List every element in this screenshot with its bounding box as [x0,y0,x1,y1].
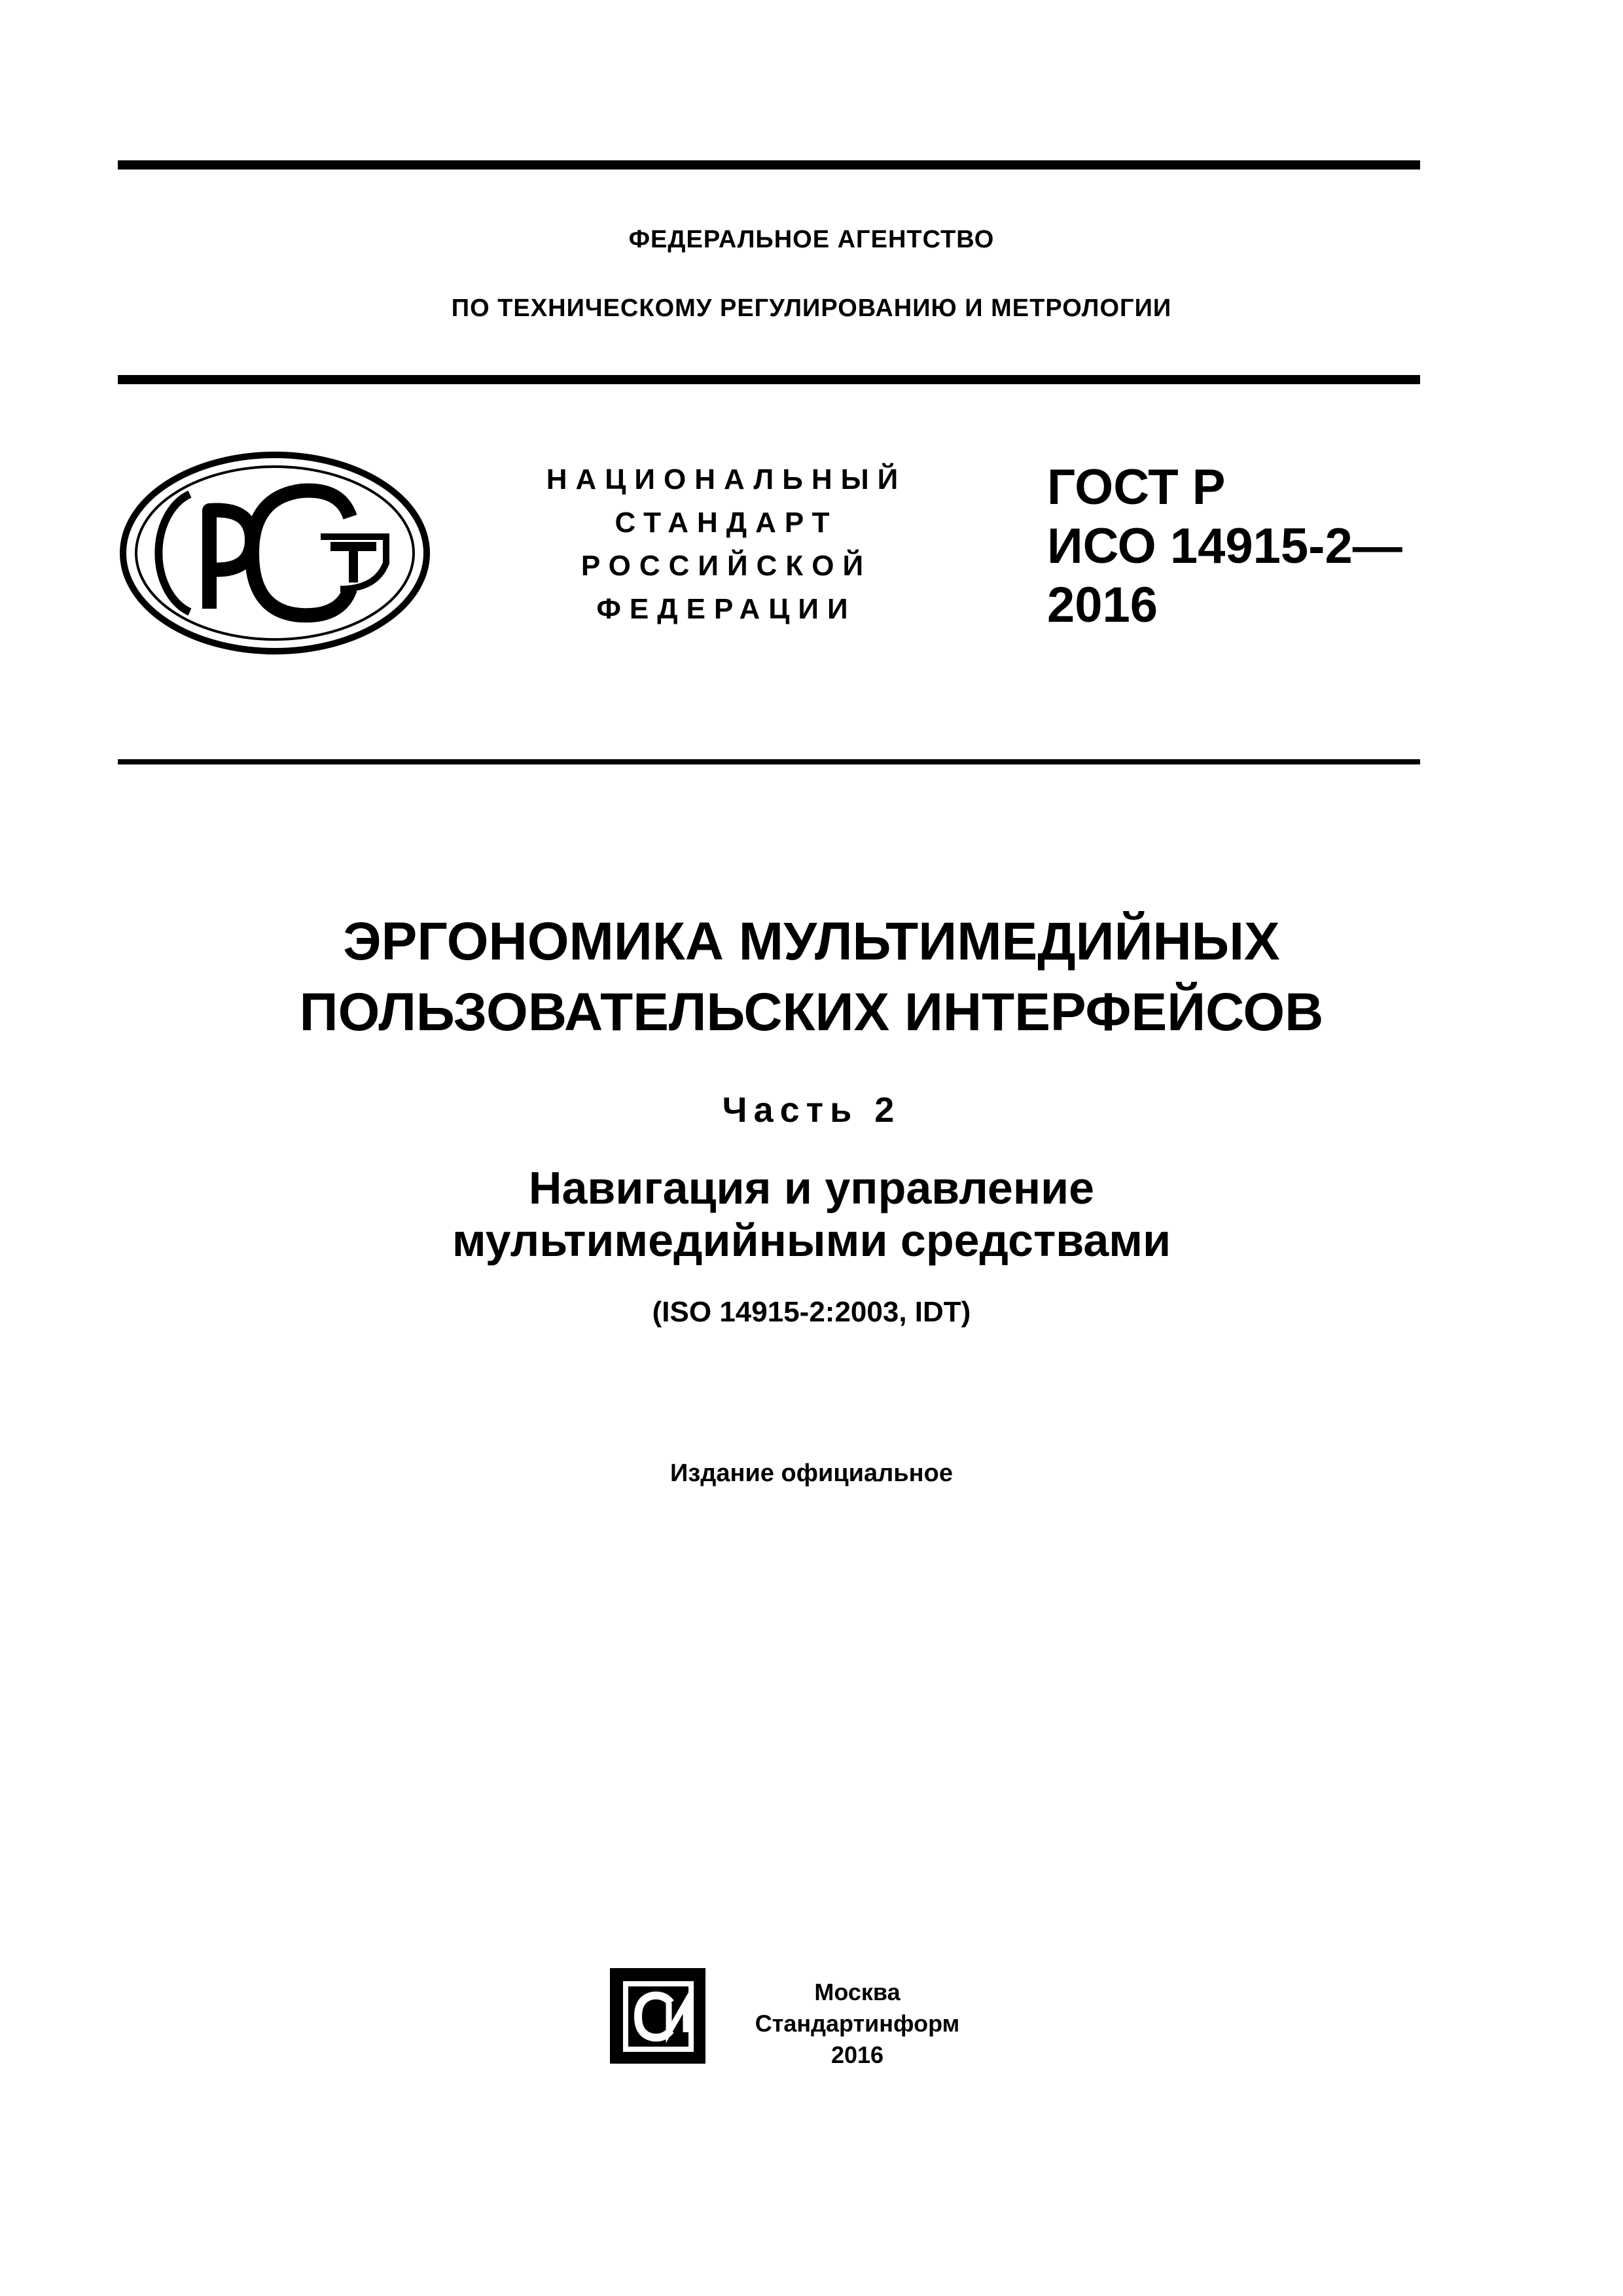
middle-rule [118,759,1420,764]
gost-line-3: 2016 [1047,577,1158,633]
publisher-name: Стандартинформ [755,2010,960,2037]
gost-line-2: ИСО 14915-2— [1047,518,1402,574]
title-line-2: ПОЛЬЗОВАТЕЛЬСКИХ ИНТЕРФЕЙСОВ [299,982,1324,1042]
document-subtitle [0,1162,1623,1266]
header-rule [118,375,1420,384]
gost-line-1: ГОСТ Р [1047,459,1226,515]
publisher-block [746,1977,969,2071]
agency-line-2: ПО ТЕХНИЧЕСКОМУ РЕГУЛИРОВАНИЮ И МЕТРОЛОГИИ [451,295,1172,322]
national-line-2: СТАНДАРТ [615,507,838,539]
agency-line-1: ФЕДЕРАЛЬНОЕ АГЕНТСТВО [628,226,995,253]
edition-label: Издание официальное [670,1460,953,1487]
national-line-4: ФЕДЕРАЦИИ [596,593,857,625]
subtitle-line-2: мультимедийными средствами [452,1215,1171,1266]
national-line-3: РОССИЙСКОЙ [580,550,872,582]
iso-reference: (ISO 14915-2:2003, IDT) [652,1296,971,1328]
subtitle-line-1: Навигация и управление [528,1162,1095,1213]
publisher-city: Москва [814,1979,901,2005]
publisher-year: 2016 [830,2041,884,2068]
national-line-1: НАЦИОНАЛЬНЫЙ [546,463,907,495]
document-title [0,906,1623,1048]
top-rule [118,160,1420,170]
national-standard-label [497,458,955,631]
publisher-logo-icon [609,1967,707,2065]
rst-logo-icon [118,448,432,658]
part-label: Часть 2 [722,1090,901,1130]
title-line-1: ЭРГОНОМИКА МУЛЬТИМЕДИЙНЫХ [343,912,1280,971]
gost-designation [1047,458,1402,635]
